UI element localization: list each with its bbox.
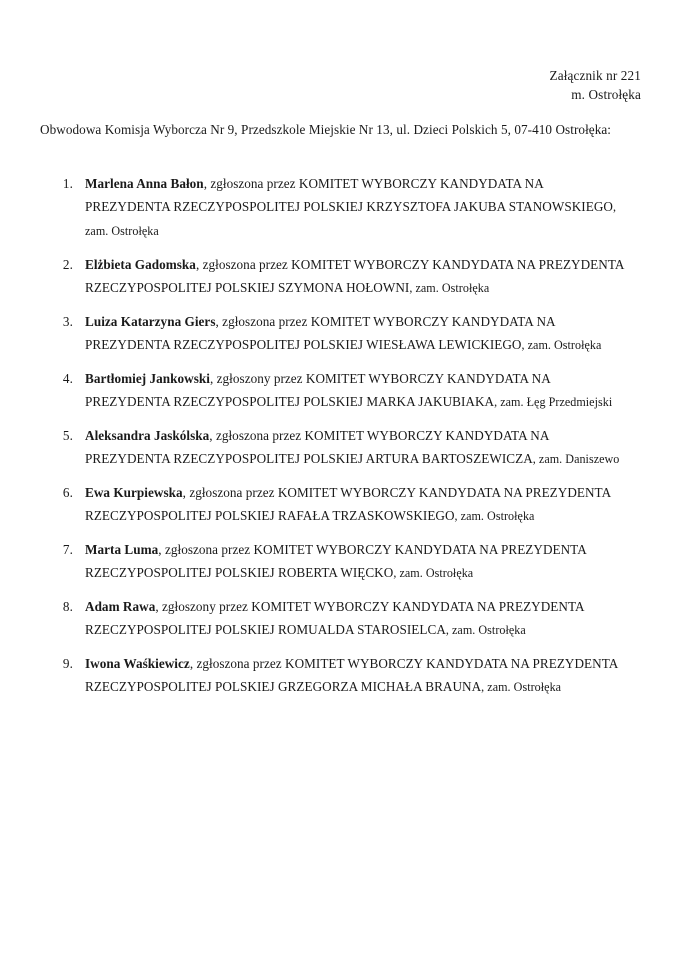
list-item-text	[85, 424, 628, 471]
candidate-name: Iwona Waśkiewicz	[85, 656, 190, 671]
candidate-name: Marta Luma	[85, 542, 159, 557]
candidate-list	[40, 172, 641, 699]
candidate-residence: , zam. Ostrołęka	[445, 623, 526, 637]
list-item-number: 7.	[62, 542, 73, 557]
candidate-committee: KOMITET WYBORCZY KANDYDATA NA PREZYDENTA RZECZYPOSPOLITEJ POLSKIEJ ROBERTA WIĘCKO	[85, 542, 587, 580]
candidate-residence: , zam. Ostrołęka	[393, 566, 474, 580]
candidate-name: Marlena Anna Bałon	[85, 176, 204, 191]
list-item-number: 3.	[62, 314, 73, 329]
list-item	[40, 424, 641, 471]
candidate-committee: KOMITET WYBORCZY KANDYDATA NA PREZYDENTA RZECZYPOSPOLITEJ POLSKIEJ ROMUALDA STAROSIELCA	[85, 599, 584, 637]
candidate-committee: KOMITET WYBORCZY KANDYDATA NA PREZYDENTA RZECZYPOSPOLITEJ POLSKIEJ WIESŁAWA LEWICKIEGO	[85, 314, 555, 352]
list-item	[40, 310, 641, 357]
candidate-nomination-phrase: , zgłoszony przez	[155, 599, 252, 614]
list-item-number: 2.	[62, 257, 73, 272]
candidate-committee: KOMITET WYBORCZY KANDYDATA NA PREZYDENTA RZECZYPOSPOLITEJ POLSKIEJ MARKA JAKUBIAKA	[85, 371, 551, 409]
candidate-name: Aleksandra Jaskólska	[85, 428, 210, 443]
candidate-residence: , zam. Ostrołęka	[409, 281, 490, 295]
list-item-text	[85, 310, 628, 357]
list-item	[40, 172, 641, 243]
candidate-committee: KOMITET WYBORCZY KANDYDATA NA PREZYDENTA RZECZYPOSPOLITEJ POLSKIEJ SZYMONA HOŁOWNI	[85, 257, 624, 295]
list-item-text	[85, 595, 628, 642]
candidate-residence: , zam. Daniszewo	[532, 452, 620, 466]
list-item	[40, 538, 641, 585]
list-item-text	[85, 367, 628, 414]
candidate-name: Bartłomiej Jankowski	[85, 371, 210, 386]
candidate-nomination-phrase: , zgłoszona przez	[182, 485, 278, 500]
candidate-committee: KOMITET WYBORCZY KANDYDATA NA PREZYDENTA RZECZYPOSPOLITEJ POLSKIEJ ARTURA BARTOSZEWICZA	[85, 428, 549, 466]
municipality-name: m. Ostrołęka	[571, 87, 641, 102]
list-item-number: 1.	[62, 176, 73, 191]
candidate-committee: KOMITET WYBORCZY KANDYDATA NA PREZYDENTA RZECZYPOSPOLITEJ POLSKIEJ KRZYSZTOFA JAKUBA STANOWSKIEGO	[85, 176, 613, 214]
list-item	[40, 595, 641, 642]
list-item	[40, 367, 641, 414]
candidate-nomination-phrase: , zgłoszona przez	[203, 176, 299, 191]
candidate-residence: , zam. Ostrołęka	[521, 338, 602, 352]
list-item-text	[85, 253, 628, 300]
list-item-number: 9.	[62, 656, 73, 671]
candidate-committee: KOMITET WYBORCZY KANDYDATA NA PREZYDENTA RZECZYPOSPOLITEJ POLSKIEJ RAFAŁA TRZASKOWSKIEGO	[85, 485, 611, 523]
candidate-nomination-phrase: , zgłoszona przez	[158, 542, 254, 557]
list-item-number: 6.	[62, 485, 73, 500]
list-item-text	[85, 172, 628, 243]
list-item-text	[85, 481, 628, 528]
candidate-residence: , zam. Łęg Przedmiejski	[494, 395, 613, 409]
candidate-name: Ewa Kurpiewska	[85, 485, 183, 500]
candidate-name: Elżbieta Gadomska	[85, 257, 196, 272]
candidate-name: Luiza Katarzyna Giers	[85, 314, 216, 329]
list-item-text	[85, 652, 628, 699]
candidate-nomination-phrase: , zgłoszony przez	[209, 371, 306, 386]
list-item	[40, 253, 641, 300]
list-item-number: 8.	[62, 599, 73, 614]
candidate-residence: , zam. Ostrołęka	[85, 200, 617, 238]
candidate-residence: , zam. Ostrołęka	[481, 680, 562, 694]
candidate-committee: KOMITET WYBORCZY KANDYDATA NA PREZYDENTA RZECZYPOSPOLITEJ POLSKIEJ GRZEGORZA MICHAŁA BRAUNA	[85, 656, 618, 694]
candidate-name: Adam Rawa	[85, 599, 156, 614]
list-item	[40, 652, 641, 699]
candidate-residence: , zam. Ostrołęka	[454, 509, 535, 523]
list-item-number: 5.	[62, 428, 73, 443]
list-item-number: 4.	[62, 371, 73, 386]
commission-heading: Obwodowa Komisja Wyborcza Nr 9, Przedszkole Miejskie Nr 13, ul. Dzieci Polskich 5, 07-410 Ostrołęka:	[40, 122, 612, 137]
document-header	[550, 66, 641, 104]
candidate-nomination-phrase: , zgłoszona przez	[215, 314, 311, 329]
candidate-nomination-phrase: , zgłoszona przez	[209, 428, 305, 443]
candidate-nomination-phrase: , zgłoszona przez	[189, 656, 285, 671]
list-item-text	[85, 538, 628, 585]
list-item	[40, 481, 641, 528]
candidate-nomination-phrase: , zgłoszona przez	[195, 257, 292, 272]
attachment-number: Załącznik nr 221	[549, 68, 641, 83]
